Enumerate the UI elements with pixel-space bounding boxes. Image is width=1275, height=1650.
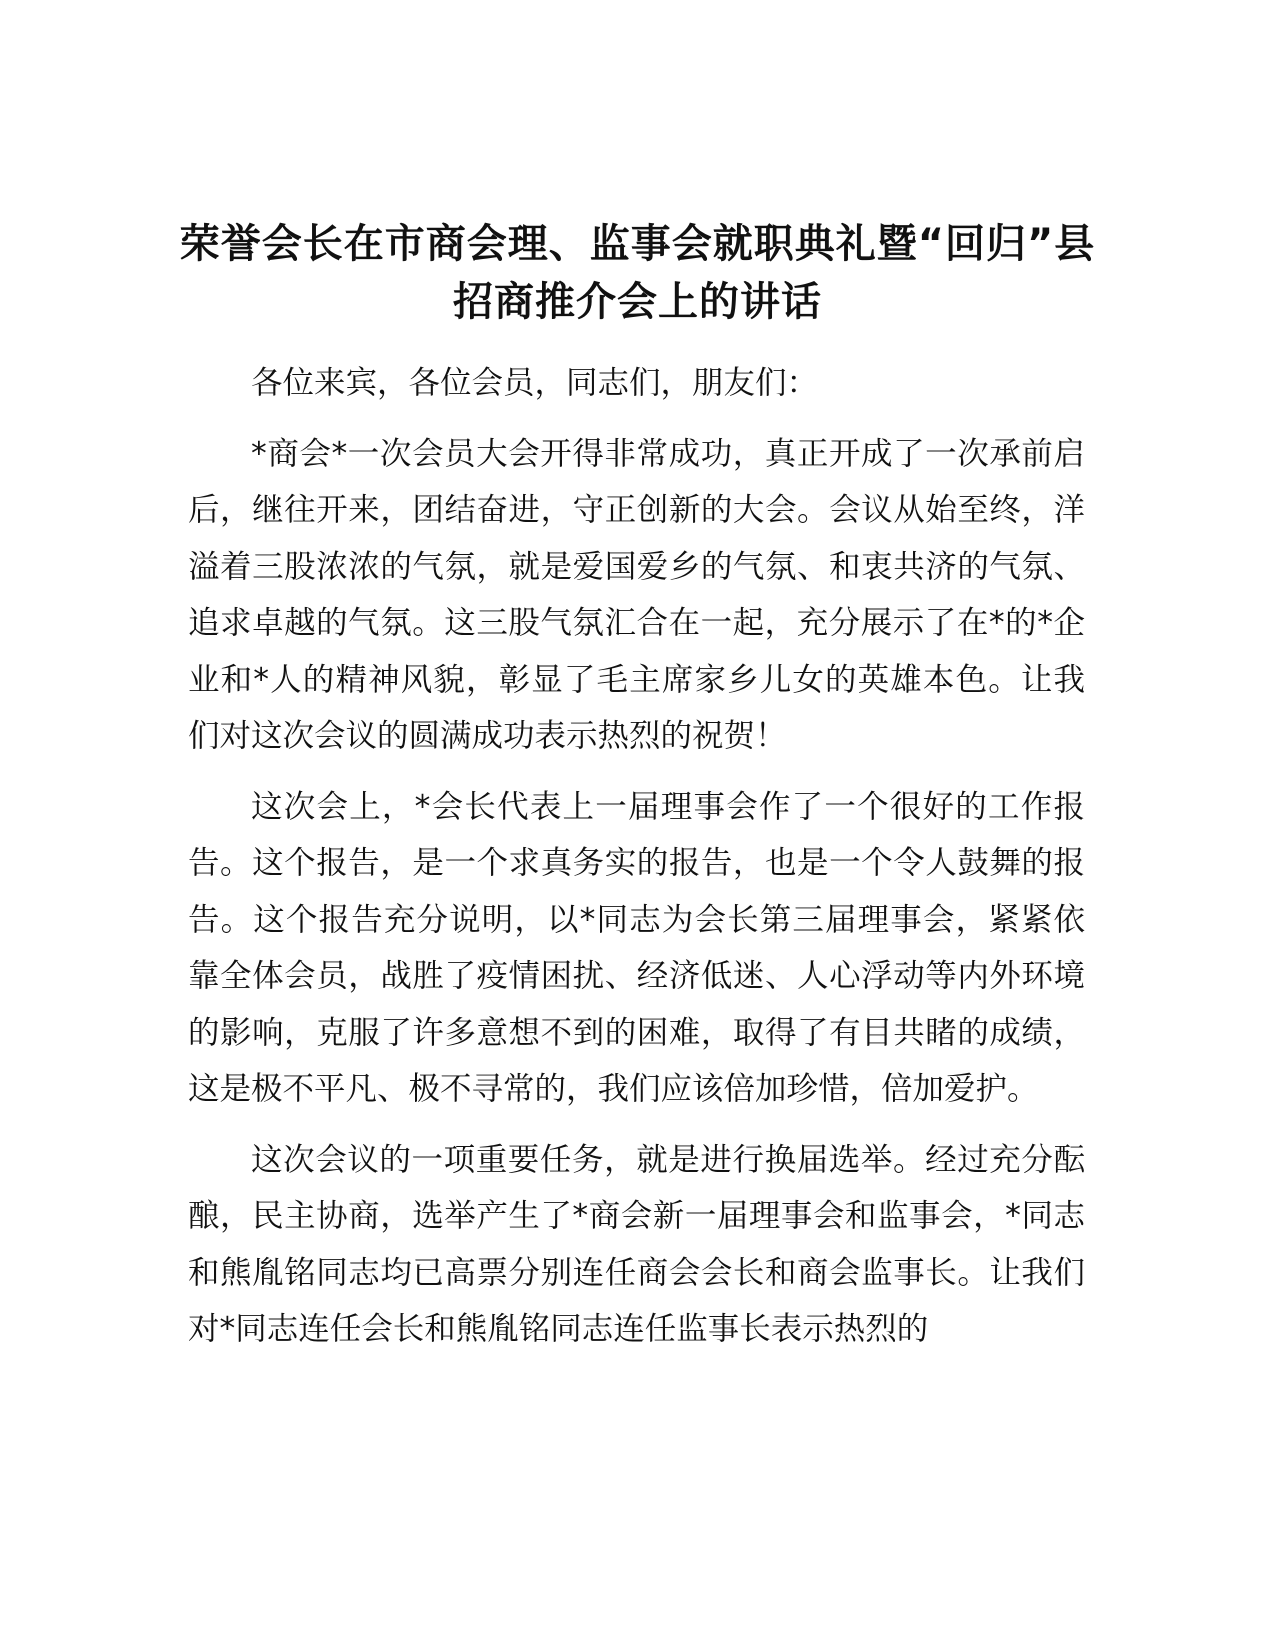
body-paragraph: *商会*一次会员大会开得非常成功，真正开成了一次承前启后，继往开来，团结奋进，守正创新的大会。会议从始至终，洋溢着三股浓浓的气氛，就是爱国爱乡的气氛、和衷共济的气氛、追求卓越的气氛。这三股气氛汇合在一起，充分展示了在*的*企业和*人的精神风貌，彰显了毛主席家乡儿女的英雄本色。让我们对这次会议的圆满成功表示热烈的祝贺！ xyxy=(188,435,1085,754)
body-paragraph: 这次会上，*会长代表上一届理事会作了一个很好的工作报告。这个报告，是一个求真务实的报告，也是一个令人鼓舞的报告。这个报告充分说明，以*同志为会长第三届理事会，紧紧依靠全体会员，战胜了疫情困扰、经济低迷、人心浮动等内外环境的影响，克服了许多意想不到的困难，取得了有目共睹的成绩，这是极不平凡、极不寻常的，我们应该倍加珍惜，倍加爱护。 xyxy=(188,788,1085,1107)
document-title: 荣誉会长在市商会理、监事会就职典礼暨“回归”县招商推介会上的讲话 xyxy=(179,221,1096,325)
salutation-paragraph: 各位来宾，各位会员，同志们，朋友们： xyxy=(251,365,819,401)
document-body xyxy=(188,355,1085,1372)
body-paragraph: 这次会议的一项重要任务，就是进行换届选举。经过充分酝酿，民主协商，选举产生了*商会新一届理事会和监事会，*同志和熊胤铭同志均已高票分别连任商会会长和商会监事长。让我们对*同志连任会长和熊胤铭同志连任监事长表示热烈的 xyxy=(188,1141,1085,1347)
